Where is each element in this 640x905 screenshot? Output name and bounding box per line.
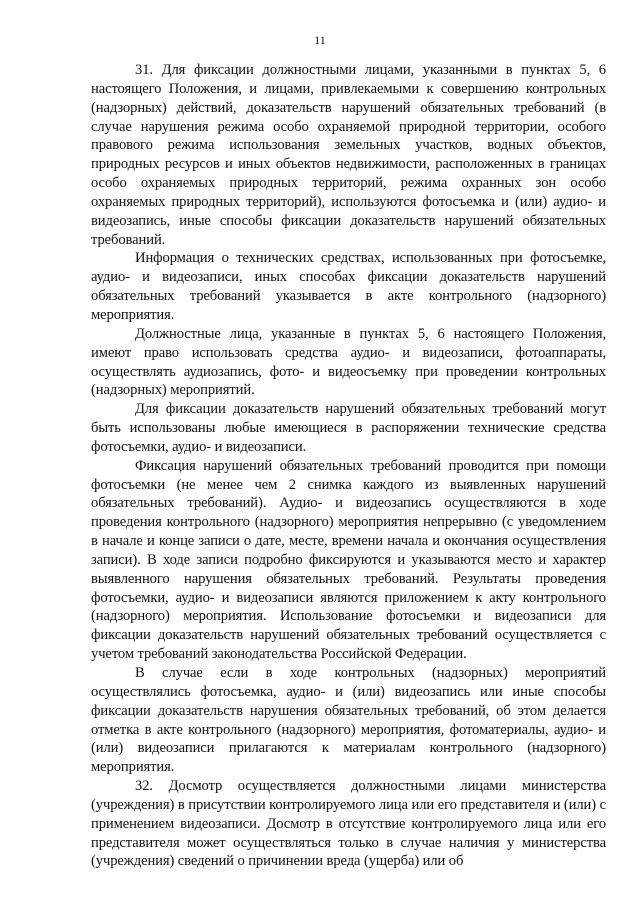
paragraph-fixation-means: Для фиксации доказательств нарушений обязательных требований могут быть использованы любые имеющиеся в распоряжении технические средства фотосъемки, аудио- и видеозаписи. [91, 401, 606, 455]
paragraph-31: 31. Для фиксации должностными лицами, указанными в пунктах 5, 6 настоящего Положения, и лицами, привлекаемыми к совершению контрольных (надзорных) действий, доказательств нарушений обязательных требований (в случае нарушения режима особо охраняемой природной территории, особого правового режима использования земельных участков, водных объектов, природных ресурсов и иных объектов недвижимости, расположенных в границах особо охраняемых природных территорий, режима охранных зон особо охраняемых природных территорий), используются фотосъемка и (или) аудио- и видеозапись, иные способы фиксации доказательств нарушений обязательных требований. [91, 62, 606, 248]
paragraph-technical-means-info: Информация о технических средствах, использованных при фотосъемке, аудио- и видеозаписи, иных способах фиксации доказательств нарушений обязательных требований указывается в акте контрольного (надзорного) мероприятия. [91, 250, 606, 323]
page-number: 11 [314, 33, 326, 47]
paragraph-32: 32. Досмотр осуществляется должностными лицами министерства (учреждения) в присутствии контролируемого лица или его представителя и (или) с применением видеозаписи. Досмотр в отсутствие контролируемого лица или его представителя может осуществляться только в случае наличия у министерства (учреждения) сведений о причинении вреда (ущерба) или об [91, 778, 606, 870]
document-body [91, 61, 606, 871]
paragraph-fixation-procedure: Фиксация нарушений обязательных требований проводится при помощи фотосъемки (не менее чем 2 снимка каждого из выявленных нарушений обязательных требований). Аудио- и видеозапись осуществляются в ходе проведения контрольного (надзорного) мероприятия непрерывно (с уведомлением в начале и конце записи о дате, месте, времени начала и окончания осуществления записи). В ходе записи подробно фиксируются и указываются место и характер выявленного нарушения обязательных требований. Результаты проведения фотосъемки, аудио- и видеозаписи являются приложением к акту контрольного (надзорного) мероприятия. Использование фотосъемки и видеозаписи для фиксации доказательств нарушений обязательных требований осуществляется с учетом требований законодательства Российской Федерации. [91, 457, 606, 663]
paragraph-officials-rights: Должностные лица, указанные в пунктах 5, 6 настоящего Положения, имеют право использовать средства аудио- и видеозаписи, фотоаппараты, осуществлять аудиозапись, фото- и видеосъемку при проведении контрольных (надзорных) мероприятий. [91, 325, 606, 399]
paragraph-act-mark: В случае если в ходе контрольных (надзорных) мероприятий осуществлялись фотосъемка, аудио- и (или) видеозапись или иные способы фиксации доказательств нарушения обязательных требований, об этом делается отметка в акте контрольного (надзорного) мероприятия, фотоматериалы, аудио- и (или) видеозаписи прилагаются к материалам контрольного (надзорного) мероприятия. [91, 665, 606, 776]
